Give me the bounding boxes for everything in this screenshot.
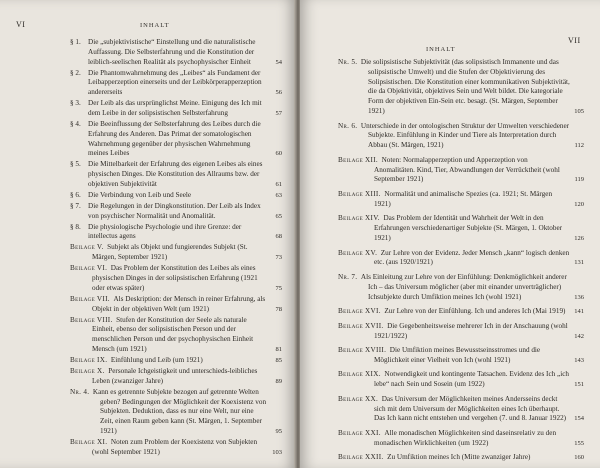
toc-entry	[70, 223, 282, 243]
page-number: 155	[574, 439, 584, 447]
entry-title: Stufen der Konstitution der Seele als naturale Einheit, ebenso der solipsistischen Person und der menschlichen Person und der psychophysischen Einheit Mensch (um 1921)	[92, 315, 254, 353]
entry-label: Beilage XX.	[338, 394, 379, 403]
entry-text	[70, 388, 268, 437]
entry-title: Die „subjektivistische“ Einstellung und die naturalistische Auffassung. Die Selbsterfahrung und die Konstitution der leiblich-seelischen Realität als psychophysischer Einheit	[88, 38, 256, 66]
entry-text	[338, 370, 570, 390]
entry-label: Beilage XVI.	[338, 307, 381, 316]
entry-title: Das Problem der Konstitution des Leibes als eines physischen Dinges in der solipsistischen Erfahrung (1921 oder etwas später)	[92, 264, 258, 292]
page-number: 57	[275, 109, 282, 117]
entry-text	[338, 395, 570, 424]
entry-title: Zur Lehre von der Evidenz. Jeder Mensch „kann“ logisch denken etc. (aus 1920/1921)	[374, 248, 570, 267]
page-number: 112	[574, 142, 584, 150]
toc-entry	[70, 367, 282, 387]
toc-entry	[70, 120, 282, 159]
toc-entry	[70, 388, 282, 437]
entry-label: Beilage VI.	[70, 264, 108, 273]
entry-title: Zur Lehre von der Einfühlung. Ich und anderes Ich (Mai 1919)	[384, 307, 566, 316]
section-number: § 5.	[70, 160, 81, 169]
entry-text	[70, 316, 268, 355]
entry-title: Als Deskription: der Mensch in reiner Erfahrung, als Objekt in der objektiven Welt (um 1921)	[92, 294, 266, 313]
section-number: § 1.	[70, 38, 81, 46]
page-number: 81	[275, 345, 282, 353]
toc-entry	[338, 429, 584, 449]
entry-text	[338, 273, 570, 302]
page-number: 54	[275, 58, 282, 66]
entry-label: Beilage XII.	[338, 155, 379, 164]
entry-title: Das Problem der Identität und Wahrheit der Welt in den Erfahrungen verschiedenartiger Subjekte (St. Märgen, 1. Oktober 1921)	[374, 214, 563, 242]
entry-title: Einfühlung und Leib (um 1921)	[110, 355, 203, 364]
toc-entry	[338, 190, 584, 210]
entry-text	[338, 346, 570, 366]
entry-title: Zu Umfiktion meines Ich (Mitte zwanziger Jahre)	[387, 453, 531, 462]
toc-entry	[70, 438, 282, 458]
entry-text	[70, 295, 268, 315]
page-number: 63	[275, 191, 282, 199]
page-number: 141	[574, 308, 584, 316]
toc-entry	[338, 453, 584, 463]
right-toc	[338, 58, 584, 468]
entry-label: Beilage VIII.	[70, 315, 113, 324]
toc-entry	[70, 99, 282, 119]
page-number: 89	[275, 377, 282, 385]
entry-title: Noten zum Problem der Koexistenz von Subjekten (wohl September 1921)	[92, 437, 258, 456]
left-page	[0, 0, 296, 468]
entry-label: Nr. 5.	[338, 58, 358, 66]
section-number: § 2.	[70, 68, 81, 77]
right-page	[300, 0, 600, 468]
entry-label: Beilage V.	[70, 243, 104, 252]
toc-entry	[70, 356, 282, 366]
page-number: 143	[574, 356, 584, 364]
toc-entry	[70, 295, 282, 315]
right-folio: VII	[568, 36, 581, 45]
entry-title: Die Mittelbarkeit der Erfahrung des eigenen Leibes als eines physischen Dinges. Die Konstitution des Allraums bzw. der objektiven Subjektivität	[88, 160, 263, 188]
entry-title: Die Gegebenheitsweise mehrerer Ich in der Anschauung (wohl 1921/1922)	[374, 321, 568, 340]
entry-text	[338, 122, 570, 151]
left-folio: VI	[16, 20, 26, 29]
entry-text	[338, 429, 570, 449]
toc-entry	[338, 346, 584, 366]
entry-text	[338, 190, 570, 210]
page-number: 78	[275, 305, 282, 313]
entry-title: Die Umfiktion meines Bewusstseinsstromes und die Möglichkeit einer Vielheit von Ich (wohl 1921)	[374, 346, 541, 364]
entry-text	[338, 322, 570, 342]
entry-title: Die Phantomwahrnehmung des „Leibes“ als Fundament der Leibapperzeption einerseits und der Leibkörperapperzeption andererseits	[88, 68, 262, 97]
page-number: 119	[574, 176, 584, 184]
page-number: 103	[272, 448, 282, 456]
page-number: 85	[275, 356, 282, 364]
page-number: 61	[275, 180, 282, 188]
entry-text	[338, 307, 570, 317]
toc-entry	[338, 273, 584, 302]
page-number: 154	[574, 415, 584, 423]
entry-title: Die solipsistische Subjektivität (das solipsistisch Immanente und das solipsistische Umwelt) und die Stufen der Objektivierung des Solipsistischen. Die Konstitution einer kommunikativen Subjektivität, die da Objektivität, objektives Sein und Welt bildet. Die kategoriale Form der objektiven Ein-Sein etc. besagt. (St. Märgen, September 1921)	[360, 58, 570, 115]
entry-title: Die Regelungen in der Dingkonstitution. Der Leib als Index von psychischer Normalität und Anomalität.	[88, 201, 261, 220]
left-toc	[70, 38, 282, 459]
toc-entry	[70, 202, 282, 222]
entry-title: Normalität und animalische Spezies (ca. 1921; St. Märgen 1921)	[374, 189, 553, 208]
page-number: 68	[275, 233, 282, 241]
section-number: § 4.	[70, 119, 81, 128]
entry-title: Unterschiede in der ontologischen Struktur der Umwelten verschiedener Subjekte. Einfühlung in Kinder und Tiere als Interpretation durch Abbau (St. Märgen, 1921)	[360, 121, 570, 150]
entry-label: Beilage XIX.	[338, 370, 381, 379]
toc-entry	[70, 243, 282, 263]
page-number: 60	[275, 150, 282, 158]
page-number: 73	[275, 254, 282, 262]
section-number: § 8.	[70, 222, 81, 231]
entry-label: Beilage IX.	[70, 355, 108, 364]
entry-text	[70, 243, 268, 263]
entry-title: Die Beeinflussung der Selbsterfahrung des Leibes durch die Erfahrung des Anderen. Das Primat der somatologischen Wahrnehmung gegenüber der physischen Wahrnehmung meines Leibes	[88, 119, 261, 158]
toc-entry	[338, 214, 584, 243]
entry-text	[338, 214, 570, 243]
entry-text	[338, 249, 570, 269]
entry-title: Die Verbindung von Leib und Seele	[88, 190, 192, 199]
page-number: 126	[574, 234, 584, 242]
toc-entry	[338, 370, 584, 390]
page-number: 95	[275, 427, 282, 435]
section-number: § 7.	[70, 201, 81, 210]
toc-entry	[338, 395, 584, 424]
toc-entry	[70, 316, 282, 355]
entry-label: Beilage XXI.	[338, 429, 381, 438]
entry-title: Der Leib als das ursprünglichst Meine. Einigung des Ich mit dem Leibe in der solipsistischen Selbsterfahrung	[88, 99, 262, 117]
page-number: 160	[574, 454, 584, 462]
toc-entry	[70, 69, 282, 98]
toc-entry	[338, 58, 584, 117]
entry-title: Als Einleitung zur Lehre von der Einfühlung: Denkmöglichkeit anderer Ich – das Universum möglicher (aber mit einander unverträglicher) Ichsubjekte durch Umfiktion meines Ich (wohl 1921)	[360, 272, 567, 301]
page-number: 151	[574, 381, 584, 389]
entry-title: Subjekt als Objekt und fungierendes Subjekt (St. Märgen, September 1921)	[92, 243, 248, 262]
entry-text	[70, 264, 268, 293]
entry-text	[338, 156, 570, 185]
entry-label: Beilage X.	[70, 366, 105, 375]
page-number: 65	[275, 212, 282, 220]
page-number: 142	[574, 332, 584, 340]
entry-text	[338, 453, 570, 463]
entry-text	[338, 58, 570, 117]
entry-label: Beilage VII.	[70, 294, 110, 303]
entry-label: Nr. 7.	[338, 272, 358, 281]
toc-entry	[70, 160, 282, 189]
entry-label: Beilage XV.	[338, 248, 378, 257]
toc-entry	[70, 38, 282, 67]
entry-title: Kann es getrennte Subjekte bezogen auf getrennte Welten geben? Bedingungen der Möglichkeit der Koexistenz von Subjekten. Deduktion, dass es nur eine Welt, nur eine Zeit, einen Raum geben kann (St. Märgen, 1. September 1921)	[92, 387, 267, 435]
page-number: 56	[275, 89, 282, 97]
entry-label: Beilage XXII.	[338, 453, 384, 462]
page-number: 131	[574, 259, 584, 267]
page-number: 120	[574, 200, 584, 208]
toc-entry	[338, 307, 584, 317]
entry-text	[70, 438, 268, 458]
entry-title: Das Universum der Möglichkeiten meines Andersseins deckt sich mit dem Universum der Möglichkeiten eines Ich überhaupt. Das Ich kann nicht entstehen und vergehen (7. und 8. Januar 1922)	[374, 394, 567, 423]
entry-label: Beilage XIV.	[338, 214, 380, 223]
page-number: 75	[275, 284, 282, 292]
entry-label: Nr. 6.	[338, 121, 358, 130]
left-running-head: INHALT	[140, 22, 170, 29]
entry-title: Die physiologische Psychologie und ihre Grenze: der intellectus agens	[88, 222, 242, 241]
entry-label: Beilage XIII.	[338, 189, 381, 198]
page-number: 136	[574, 293, 584, 301]
entry-title: Alle monadischen Möglichkeiten sind daseinsrelativ zu den monadischen Wirklichkeiten (um 1922)	[374, 429, 557, 447]
right-running-head: INHALT	[426, 46, 456, 53]
toc-entry	[338, 122, 584, 151]
entry-text	[70, 356, 268, 366]
entry-title: Noten: Normalapperzeption und Apperzeption von Anomalitäten. Kind, Tier, Abwandlungen der Verrücktheit (wohl September 1921)	[374, 155, 560, 184]
entry-text	[70, 367, 268, 387]
section-number: § 6.	[70, 190, 81, 199]
entry-label: Beilage XI.	[70, 437, 108, 446]
entry-title: Notwendigkeit und kontingente Tatsachen. Evidenz des Ich „ich lebe“ nach Sein und Sosein (um 1922)	[374, 370, 569, 389]
toc-entry	[338, 249, 584, 269]
page-number: 105	[574, 107, 584, 115]
section-number: § 3.	[70, 99, 81, 108]
entry-label: Nr. 4.	[70, 387, 90, 396]
toc-entry	[338, 156, 584, 185]
entry-title: Personale Ichgeistigkeit und unterschieds-leibliches Leben (zwanziger Jahre)	[92, 366, 258, 385]
toc-entry	[70, 191, 282, 201]
toc-entry	[338, 322, 584, 342]
toc-entry	[70, 264, 282, 293]
entry-label: Beilage XVIII.	[338, 346, 387, 355]
entry-label: Beilage XVII.	[338, 321, 384, 330]
